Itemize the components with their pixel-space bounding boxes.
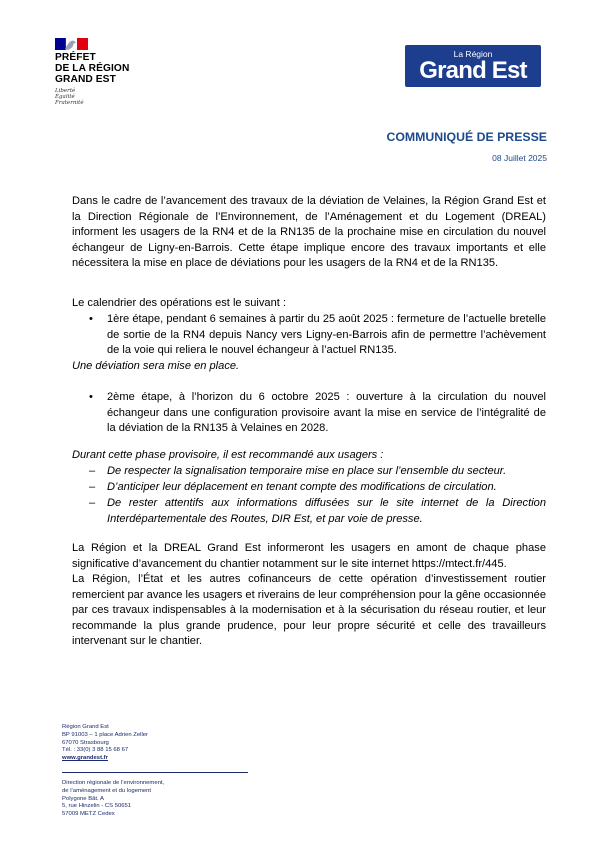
conclusion-paragraph-2: La Région, l’État et les autres cofinanceurs de cette opération d’investissement routier remercient par avance les usagers et riverains de leur compréhension pour la gêne occasionnée par ces travaux indispensables à la modernisation et à la sécurisation du réseau routier, et leur recommande la plus grande prudence, pour leur propre sécurité et celle des travailleurs intervenant sur le chantier. (72, 573, 546, 648)
calendar-intro: Le calendrier des opérations est le suivant : (72, 297, 286, 309)
bullet-icon: • (89, 313, 93, 325)
prefet-title: PRÉFET DE LA RÉGION GRAND EST (55, 52, 130, 85)
footer-dreal-address: Direction régionale de l’environnement, de l’aménagement et du logement Polygone Bât. A 5, rue Hinzelin - CS 50651 57009 METZ Cedex (62, 780, 165, 818)
deviation-note: Une déviation sera mise en place. (72, 360, 240, 372)
advice-text: D’anticiper leur déplacement en tenant compte des modifications de circulation. (107, 481, 497, 493)
bullet-icon: • (89, 391, 93, 403)
intro-paragraph: Dans le cadre de l’avancement des travaux de la déviation de Velaines, la Région Grand Est et la Direction Régionale de l’Environnement, de l’Aménagement et du Logement (DREAL) informent les usagers de la RN4 et de la RN135 de la prochaine mise en circulation du nouvel échangeur de Ligny-en-Barrois. Cette étape implique encore des travaux importants et elle nécessitera la mise en place de déviations pour les usagers de la RN4 et de la RN135. (72, 195, 546, 270)
press-release-title: COMMUNIQUÉ DE PRESSE (386, 130, 547, 144)
step-1-text: 1ère étape, pendant 6 semaines à partir du 25 août 2025 : fermeture de l’actuelle bretelle de sortie de la RN4 depuis Nancy vers Ligny-en-Barrois afin de permettre l’achèvement de la voie qui reliera le nouvel échangeur à l’actuel RN135. (107, 313, 546, 357)
step-2-text: 2ème étape, à l’horizon du 6 octobre 2025 : ouverture à la circulation du nouvel échangeur dans une configuration provisoire avant la mise en service de l’intégralité de la déviation de la RN135 à Velaines en 2028. (107, 391, 546, 435)
dash-icon: – (89, 481, 96, 493)
footer-divider (62, 772, 248, 773)
region-logo-small-text: La Région (453, 49, 493, 59)
region-website-link[interactable]: www.grandest.fr (62, 755, 108, 762)
advice-text: De rester attentifs aux informations diffusées sur le site internet de la Direction Interdépartementale des Routes, DIR Est, et par voie de presse. (107, 497, 546, 525)
press-release-date: 08 Juillet 2025 (492, 153, 547, 163)
marianne-flag-icon (55, 38, 88, 50)
advice-intro: Durant cette phase provisoire, il est recommandé aux usagers : (72, 449, 384, 461)
advice-text: De respecter la signalisation temporaire mise en place sur l’ensemble du secteur. (107, 465, 507, 477)
dash-icon: – (89, 497, 96, 509)
conclusion-paragraph-1: La Région et la DREAL Grand Est informeront les usagers en amont de chaque phase significative d’avancement du chantier notamment sur le site internet https://mtect.fr/445. (72, 542, 546, 570)
region-logo-big-text: Grand Est (419, 57, 527, 84)
dash-icon: – (89, 465, 96, 477)
region-grand-est-logo (405, 45, 541, 87)
republic-motto: Liberté Égalité Fraternité (55, 88, 84, 107)
footer-region-address: Région Grand Est BP 91003 – 1 place Adrien Zeller 67070 Strasbourg Tél. : 33(0) 3 88 15 68 67 www.grandest.fr (62, 724, 149, 762)
